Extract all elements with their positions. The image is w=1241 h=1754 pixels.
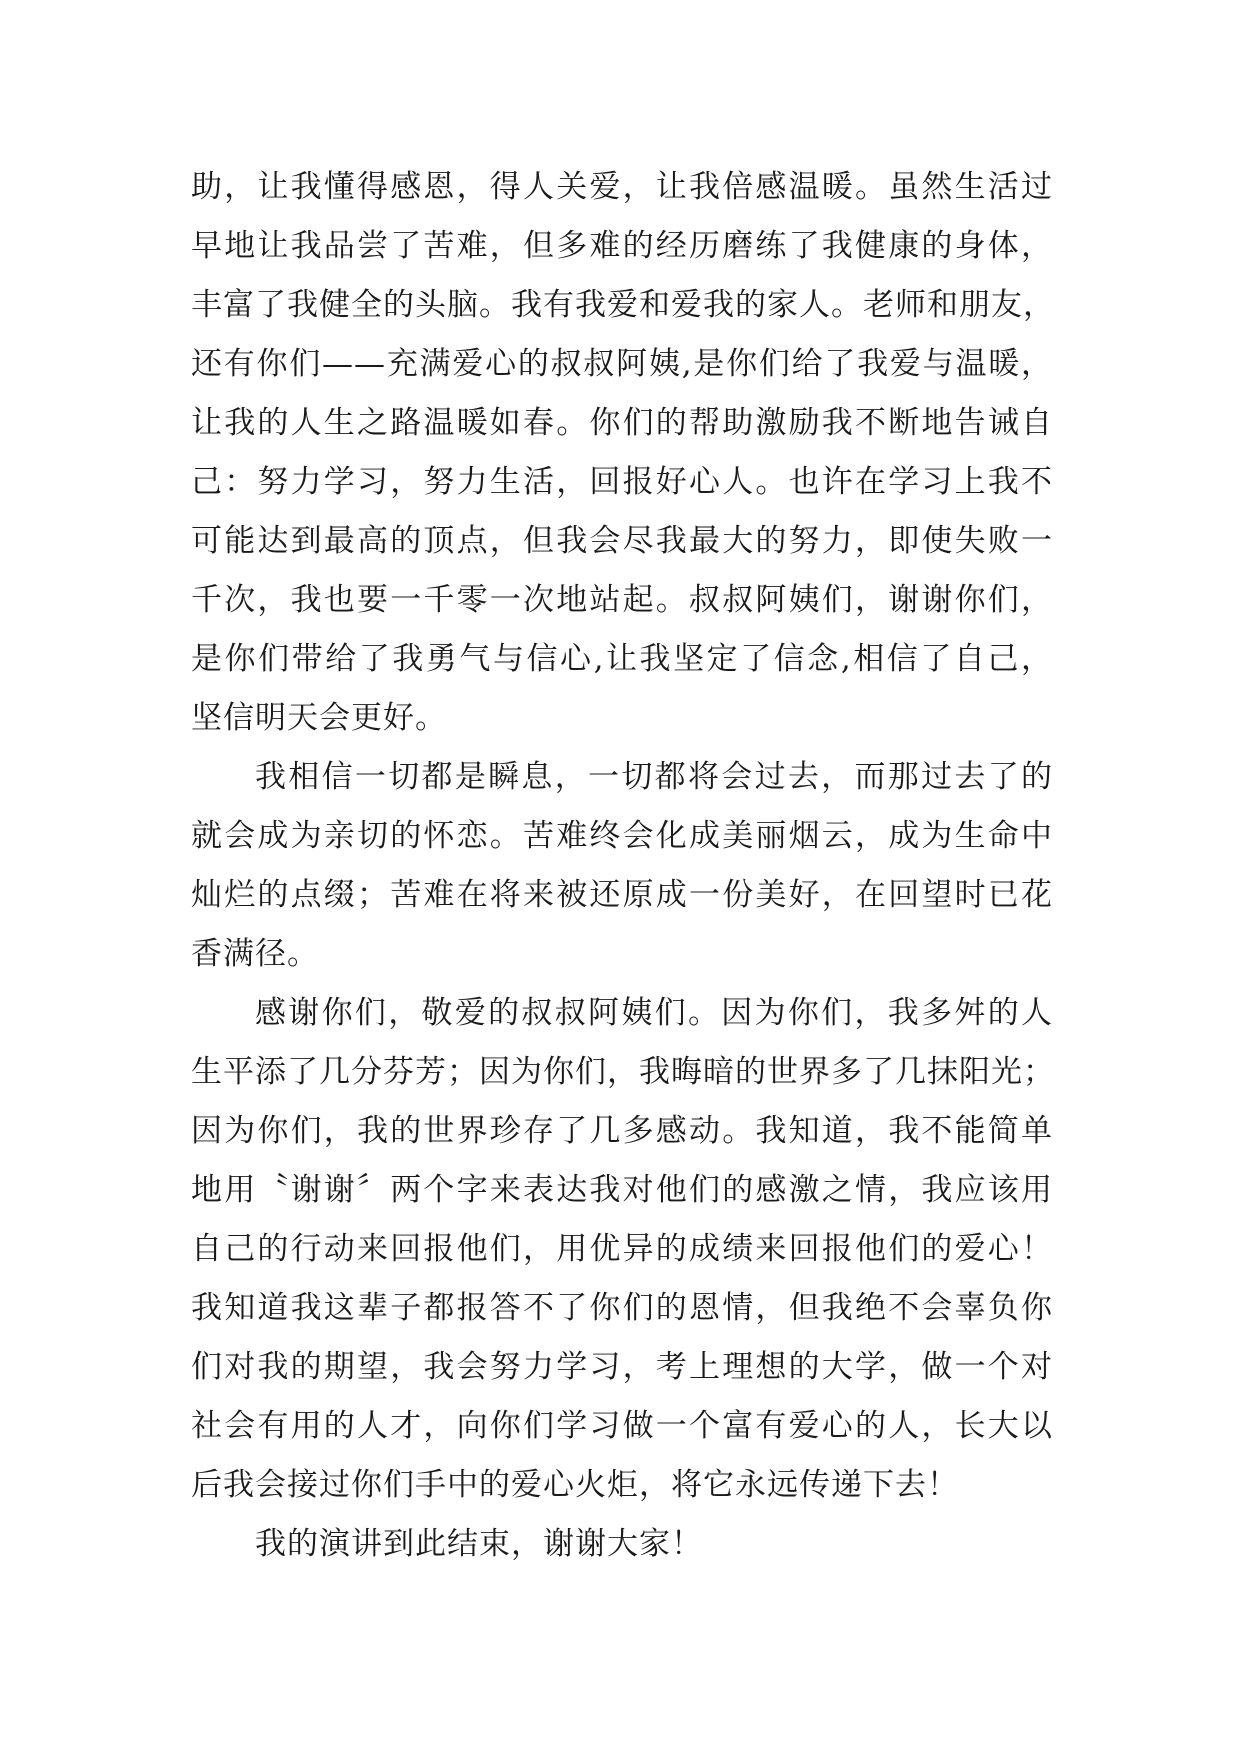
text-line: 后我会接过你们手中的爱心火炬，将它永远传递下去！ <box>191 1467 959 1503</box>
document-body <box>191 158 1053 1574</box>
paragraph <box>191 748 1053 984</box>
text-line: 千次，我也要一千零一次地站起。叔叔阿姨们，谢谢你们， <box>191 582 1053 618</box>
text-line: 可能达到最高的顶点，但我会尽我最大的努力，即使失败一 <box>191 523 1053 559</box>
text-line: 社会有用的人才，向你们学习做一个富有爱心的人，长大以 <box>191 1408 1053 1444</box>
text-line: 灿烂的点缀；苦难在将来被还原成一份美好，在回望时已花 <box>191 877 1053 913</box>
text-line: 我知道我这辈子都报答不了你们的恩情，但我绝不会辜负你 <box>191 1290 1053 1326</box>
text-line: 感谢你们，敬爱的叔叔阿姨们。因为你们，我多舛的人 <box>255 995 1053 1031</box>
text-line: 我的演讲到此结束，谢谢大家！ <box>255 1526 703 1562</box>
text-line: 因为你们，我的世界珍存了几多感动。我知道，我不能简单 <box>191 1113 1053 1149</box>
paragraph-closing <box>191 1515 1053 1574</box>
text-line: 自己的行动来回报他们，用优异的成绩来回报他们的爱心！ <box>191 1231 1053 1267</box>
paragraph-continuation <box>191 158 1053 748</box>
text-line: 坚信明天会更好。 <box>191 700 447 736</box>
text-line: 是你们带给了我勇气与信心,让我坚定了信念,相信了自己， <box>191 641 1053 677</box>
text-line: 香满径。 <box>191 936 319 972</box>
text-line: 己：努力学习，努力生活，回报好心人。也许在学习上我不 <box>191 464 1053 500</box>
paragraph <box>191 984 1053 1515</box>
text-line: 早地让我品尝了苦难，但多难的经历磨练了我健康的身体， <box>191 228 1053 264</box>
text-line: 们对我的期望，我会努力学习，考上理想的大学，做一个对 <box>191 1349 1053 1385</box>
text-line: 就会成为亲切的怀恋。苦难终会化成美丽烟云，成为生命中 <box>191 818 1053 854</box>
text-line: 让我的人生之路温暖如春。你们的帮助激励我不断地告诫自 <box>191 405 1053 441</box>
text-line: 丰富了我健全的头脑。我有我爱和爱我的家人。老师和朋友， <box>191 287 1055 323</box>
text-line: 还有你们——充满爱心的叔叔阿姨,是你们给了我爱与温暖， <box>191 346 1053 382</box>
text-line: 助，让我懂得感恩，得人关爱，让我倍感温暖。虽然生活过 <box>191 169 1053 205</box>
text-line: 地用〝谢谢〞两个字来表达我对他们的感激之情，我应该用 <box>191 1172 1053 1208</box>
text-line: 生平添了几分芬芳；因为你们，我晦暗的世界多了几抹阳光； <box>191 1054 1055 1090</box>
text-line: 我相信一切都是瞬息，一切都将会过去，而那过去了的 <box>255 759 1053 795</box>
